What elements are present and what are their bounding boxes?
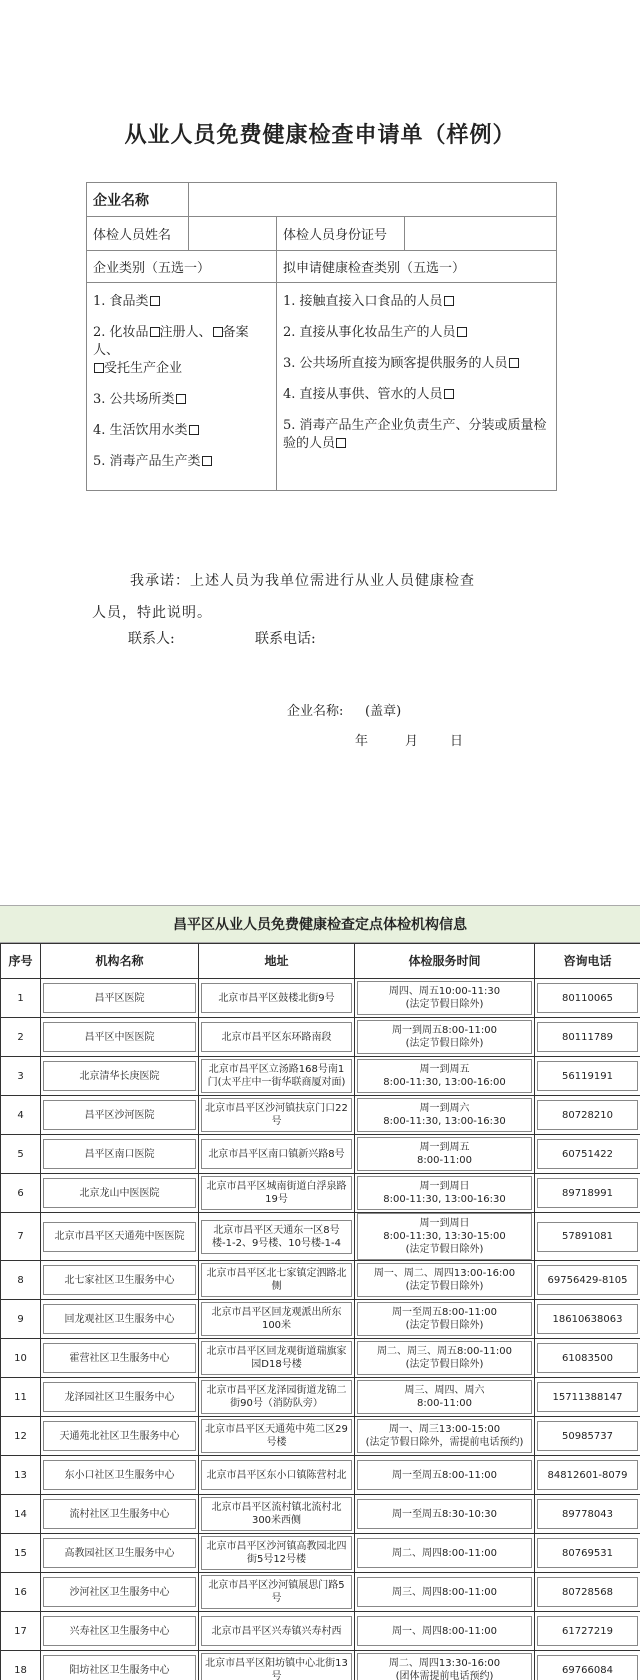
enterprise-option-disinfection[interactable]: 5. 消毒产品生产类 (93, 453, 270, 471)
cell-hours (355, 1612, 535, 1651)
hours-line: (法定节假日除外) (405, 1320, 484, 1331)
table-row (1, 1417, 640, 1456)
enterprise-option-food[interactable]: 1. 食品类 (93, 293, 270, 311)
cell-hours (355, 1417, 535, 1456)
cell-phone: 69756429-8105 (535, 1261, 640, 1300)
table-row (1, 1261, 640, 1300)
hours-line: 周四、周五10:00-11:30 (388, 986, 501, 997)
company-name-field[interactable] (189, 183, 557, 217)
cell-address: 北京市昌平区兴寿镇兴寿村西 (199, 1612, 355, 1651)
examinee-id-field[interactable] (405, 217, 557, 251)
cell-phone: 61727219 (535, 1612, 640, 1651)
checkbox[interactable] (94, 363, 104, 373)
table-row (1, 1339, 640, 1378)
cell-phone: 57891081 (535, 1213, 640, 1261)
cell-address: 北京市昌平区沙河镇扶京门口22号 (199, 1096, 355, 1135)
cell-phone: 18610638063 (535, 1300, 640, 1339)
cell-name: 流村社区卫生服务中心 (41, 1495, 199, 1534)
cell-no: 11 (1, 1378, 41, 1417)
cell-name: 霍营社区卫生服务中心 (41, 1339, 199, 1378)
hours-line: 周一至周五8:30-10:30 (392, 1508, 497, 1520)
enterprise-type-label: 企业类别（五选一） (87, 251, 277, 283)
cell-name: 昌平区沙河医院 (41, 1096, 199, 1135)
hours-line: (法定节假日除外) (405, 1281, 484, 1292)
cell-name: 昌平区中医医院 (41, 1018, 199, 1057)
institution-table-title: 昌平区从业人员免费健康检查定点体检机构信息 (0, 905, 640, 943)
cell-no: 5 (1, 1135, 41, 1174)
hours-line: (法定节假日除外) (405, 999, 484, 1010)
checkbox[interactable] (202, 456, 212, 466)
enterprise-type-options (87, 283, 277, 491)
cell-phone: 15711388147 (535, 1378, 640, 1417)
cell-address: 北京市昌平区东环路南段 (199, 1018, 355, 1057)
hours-line: (法定节假日除外，需提前电话预约) (365, 1437, 524, 1448)
hours-line: 8:00-11:00 (417, 1398, 472, 1409)
hours-line: 8:00-11:30, 13:00-16:30 (383, 1194, 506, 1205)
cell-phone: 89778043 (535, 1495, 640, 1534)
cell-no: 10 (1, 1339, 41, 1378)
cell-phone: 80728210 (535, 1096, 640, 1135)
checkbox[interactable] (336, 438, 346, 448)
hours-line: 周一到周日 (419, 1218, 470, 1229)
col-header-hours: 体检服务时间 (355, 944, 535, 979)
cell-no: 9 (1, 1300, 41, 1339)
cell-phone: 60751422 (535, 1135, 640, 1174)
cell-name: 阳坊社区卫生服务中心 (41, 1651, 199, 1680)
cell-no: 3 (1, 1057, 41, 1096)
cell-hours (355, 1213, 535, 1261)
hours-line: 周二、周四8:00-11:00 (392, 1547, 497, 1559)
contact-person-label: 联系人: (128, 631, 175, 647)
cell-hours (355, 1378, 535, 1417)
cell-hours (355, 1573, 535, 1612)
cell-address: 北京市昌平区立汤路168号南1门(太平庄中一街华联商厦对面) (199, 1057, 355, 1096)
cell-no: 12 (1, 1417, 41, 1456)
table-row (1, 1456, 640, 1495)
application-form (86, 182, 557, 491)
cell-name: 北京市昌平区天通苑中医医院 (41, 1213, 199, 1261)
checkbox[interactable] (150, 327, 160, 337)
cell-no: 6 (1, 1174, 41, 1213)
checkbox[interactable] (176, 394, 186, 404)
checkbox[interactable] (150, 296, 160, 306)
cell-hours (355, 1300, 535, 1339)
cell-address: 北京市昌平区东小口镇陈营村北 (199, 1456, 355, 1495)
cell-phone: 80728568 (535, 1573, 640, 1612)
cell-no: 8 (1, 1261, 41, 1300)
table-row (1, 1534, 640, 1573)
pledge-line-1: 我承诺：上述人员为我单位需进行从业人员健康检查 (130, 573, 475, 589)
hours-line: 周三、周四8:00-11:00 (392, 1586, 497, 1598)
cell-phone: 80110065 (535, 979, 640, 1018)
hours-line: (团体需提前电话预约) (395, 1671, 494, 1680)
cell-address: 北京市昌平区沙河镇展思门路5号 (199, 1573, 355, 1612)
cell-hours (355, 1057, 535, 1096)
cell-address: 北京市昌平区沙河镇高教园北四街5号12号楼 (199, 1534, 355, 1573)
institution-section (0, 905, 640, 1680)
cell-phone: 50985737 (535, 1417, 640, 1456)
cell-address: 北京市昌平区南口镇新兴路8号 (199, 1135, 355, 1174)
exam-option-food[interactable]: 1. 接触直接入口食品的人员 (283, 293, 550, 311)
cell-phone: 89718991 (535, 1174, 640, 1213)
cell-address: 北京市昌平区鼓楼北街9号 (199, 979, 355, 1018)
table-row (1, 1573, 640, 1612)
hours-line: 周一、周三13:00-15:00 (388, 1424, 501, 1435)
hours-line: 周一到周日 (419, 1181, 470, 1192)
enterprise-option-public-venue[interactable]: 3. 公共场所类 (93, 391, 270, 409)
examinee-name-label: 体检人员姓名 (87, 217, 189, 251)
checkbox[interactable] (444, 389, 454, 399)
cell-phone: 80769531 (535, 1534, 640, 1573)
cell-name: 龙泽园社区卫生服务中心 (41, 1378, 199, 1417)
table-row (1, 1096, 640, 1135)
hours-line: 周一至周五8:00-11:00 (392, 1307, 497, 1318)
page-title: 从业人员免费健康检查申请单（样例） (124, 122, 516, 148)
table-row (1, 1378, 640, 1417)
cell-name: 昌平区医院 (41, 979, 199, 1018)
hours-line: 8:00-11:30, 13:30-15:00 (383, 1231, 506, 1242)
cell-no: 4 (1, 1096, 41, 1135)
table-row (1, 1018, 640, 1057)
cell-no: 18 (1, 1651, 41, 1680)
exam-option-water[interactable]: 4. 直接从事供、管水的人员 (283, 386, 550, 404)
hours-line: 周一、周四8:00-11:00 (392, 1625, 497, 1637)
cell-name: 北七家社区卫生服务中心 (41, 1261, 199, 1300)
exam-type-label: 拟申请健康检查类别（五选一） (277, 251, 557, 283)
hours-line: 周一至周五8:00-11:00 (392, 1469, 497, 1481)
cell-name: 高教园社区卫生服务中心 (41, 1534, 199, 1573)
cell-phone: 56119191 (535, 1057, 640, 1096)
cell-phone: 80111789 (535, 1018, 640, 1057)
hours-line: 周二、周四13:30-16:00 (388, 1658, 501, 1669)
cell-hours (355, 1339, 535, 1378)
cell-no: 7 (1, 1213, 41, 1261)
enterprise-option-water[interactable]: 4. 生活饮用水类 (93, 422, 270, 440)
table-row (1, 1135, 640, 1174)
checkbox[interactable] (213, 327, 223, 337)
cell-phone: 61083500 (535, 1339, 640, 1378)
table-row (1, 1213, 640, 1261)
hours-line: 8:00-11:30, 13:00-16:30 (383, 1116, 506, 1127)
col-header-address: 地址 (199, 944, 355, 979)
cell-address: 北京市昌平区回龙观街道瑞旗家园D18号楼 (199, 1339, 355, 1378)
cell-hours (355, 1135, 535, 1174)
seal-label: (盖章) (365, 704, 402, 719)
hours-line: 周一到周六 (419, 1103, 470, 1114)
cell-no: 14 (1, 1495, 41, 1534)
cell-hours (355, 1534, 535, 1573)
cell-address: 北京市昌平区天通东一区8号楼-1-2、9号楼、10号楼-1-4 (199, 1213, 355, 1261)
table-row (1, 979, 640, 1018)
cell-address: 北京市昌平区城南街道白浮泉路19号 (199, 1174, 355, 1213)
exam-option-public-venue[interactable]: 3. 公共场所直接为顾客提供服务的人员 (283, 355, 550, 373)
hours-line: 周一、周二、周四13:00-16:00 (373, 1268, 516, 1279)
exam-option-cosmetics[interactable]: 2. 直接从事化妆品生产的人员 (283, 324, 550, 342)
cell-no: 17 (1, 1612, 41, 1651)
cell-name: 昌平区南口医院 (41, 1135, 199, 1174)
checkbox[interactable] (444, 296, 454, 306)
cell-phone: 69766084 (535, 1651, 640, 1680)
cell-hours (355, 1261, 535, 1300)
col-header-no: 序号 (1, 944, 41, 979)
exam-type-options (277, 283, 557, 491)
cell-name: 东小口社区卫生服务中心 (41, 1456, 199, 1495)
checkbox[interactable] (189, 425, 199, 435)
cell-name: 北京清华长庚医院 (41, 1057, 199, 1096)
cell-address: 北京市昌平区北七家镇定泗路北侧 (199, 1261, 355, 1300)
cell-no: 15 (1, 1534, 41, 1573)
cell-hours (355, 1495, 535, 1534)
cell-address: 北京市昌平区天通苑中苑二区29号楼 (199, 1417, 355, 1456)
enterprise-option-cosmetics[interactable]: 2. 化妆品 注册人、 备案人、 受托生产企业 (93, 325, 249, 376)
checkbox[interactable] (457, 327, 467, 337)
col-header-phone: 咨询电话 (535, 944, 640, 979)
cell-hours (355, 979, 535, 1018)
table-row (1, 1300, 640, 1339)
hours-line: (法定节假日除外) (405, 1244, 484, 1255)
hours-line: 周一到周五 (419, 1064, 470, 1075)
hours-line: 周二、周三、周五8:00-11:00 (377, 1346, 512, 1357)
date-year: 年 (355, 734, 369, 749)
pledge-statement (92, 565, 512, 629)
cell-hours (355, 1018, 535, 1057)
hours-line: 周一到周五 (419, 1142, 470, 1153)
hours-line: 周三、周四、周六 (404, 1385, 485, 1396)
date-month: 月 (405, 734, 419, 749)
table-row (1, 1495, 640, 1534)
contact-phone-label: 联系电话: (255, 631, 316, 647)
cell-no: 13 (1, 1456, 41, 1495)
cell-hours (355, 1096, 535, 1135)
col-header-name: 机构名称 (41, 944, 199, 979)
hours-line: 8:00-11:00 (417, 1155, 472, 1166)
cell-name: 天通苑北社区卫生服务中心 (41, 1417, 199, 1456)
table-row (1, 1612, 640, 1651)
company-sign-label: 企业名称: (287, 704, 344, 719)
cell-hours (355, 1456, 535, 1495)
cell-name: 北京龙山中医医院 (41, 1174, 199, 1213)
hours-line: (法定节假日除外) (405, 1359, 484, 1370)
cell-address: 北京市昌平区龙泽园街道龙锦二街90号（消防队旁） (199, 1378, 355, 1417)
cell-no: 16 (1, 1573, 41, 1612)
cell-hours (355, 1174, 535, 1213)
cell-address: 北京市昌平区回龙观派出所东100米 (199, 1300, 355, 1339)
cell-hours (355, 1651, 535, 1680)
table-row (1, 1057, 640, 1096)
cell-no: 2 (1, 1018, 41, 1057)
cell-no: 1 (1, 979, 41, 1018)
hours-line: (法定节假日除外) (405, 1038, 484, 1049)
hours-line: 8:00-11:30, 13:00-16:00 (383, 1077, 506, 1088)
exam-option-disinfection[interactable]: 5. 消毒产品生产企业负责生产、分装或质量检验的人员 (283, 418, 547, 451)
hours-line: 周一到周五8:00-11:00 (392, 1025, 497, 1036)
company-name-label: 企业名称 (87, 183, 189, 217)
institution-table-header (1, 944, 640, 979)
table-row (1, 1651, 640, 1680)
checkbox[interactable] (509, 358, 519, 368)
table-row (1, 1174, 640, 1213)
cell-name: 回龙观社区卫生服务中心 (41, 1300, 199, 1339)
pledge-line-2: 人员，特此说明。 (92, 605, 212, 621)
institution-table (0, 943, 640, 1680)
cell-address: 北京市昌平区阳坊镇中心北街13号 (199, 1651, 355, 1680)
examinee-id-label: 体检人员身份证号 (277, 217, 405, 251)
cell-name: 兴寿社区卫生服务中心 (41, 1612, 199, 1651)
cell-name: 沙河社区卫生服务中心 (41, 1573, 199, 1612)
date-day: 日 (450, 734, 464, 749)
cell-phone: 84812601-8079 (535, 1456, 640, 1495)
examinee-name-field[interactable] (189, 217, 277, 251)
cell-address: 北京市昌平区流村镇北流村北300米西侧 (199, 1495, 355, 1534)
